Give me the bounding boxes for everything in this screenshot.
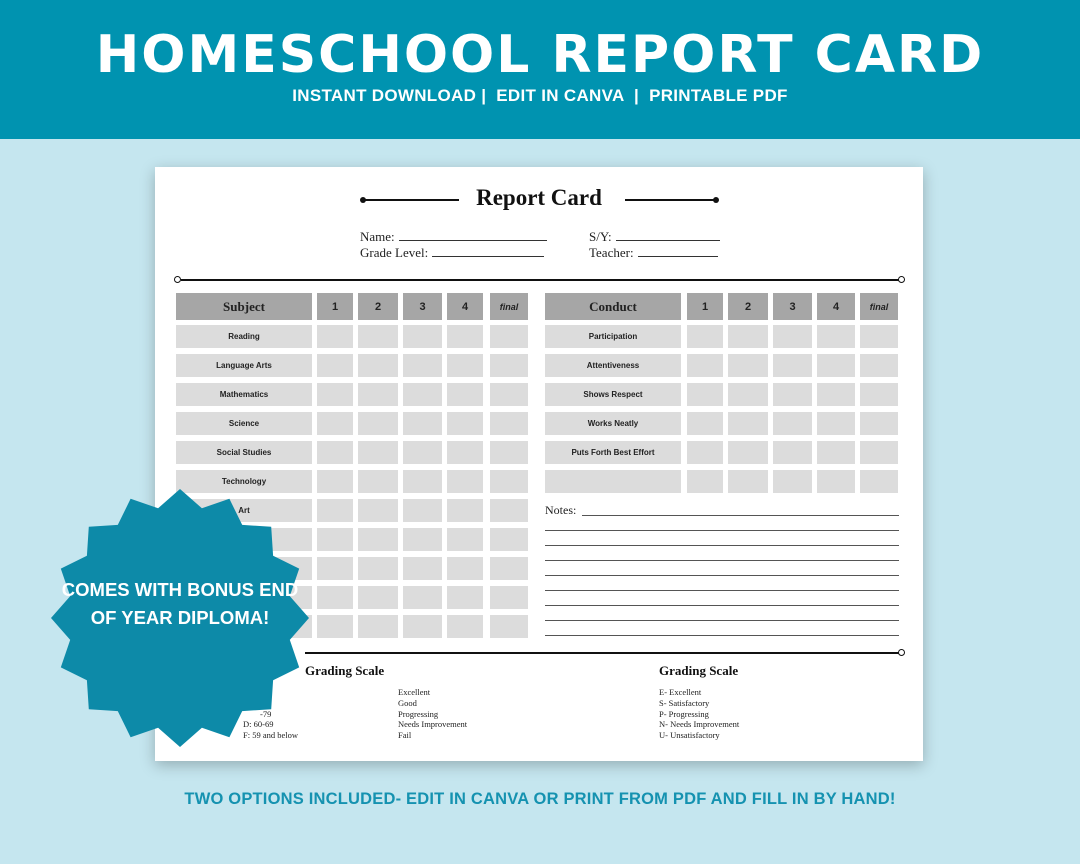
conduct-row-label: Works Neatly [545,412,681,435]
top-banner [0,0,1080,139]
conduct-scale-item: N- Needs Improvement [659,719,740,729]
subject-col-header: 2 [358,293,398,320]
subject-grade-cell[interactable] [447,557,483,580]
subject-row-label: Science [176,412,312,435]
name-field [360,229,547,245]
subject-grade-cell[interactable] [317,586,353,609]
teacher-blank[interactable] [638,246,718,257]
conduct-col-header: 4 [817,293,855,320]
conduct-col-header: 3 [773,293,812,320]
subject-grade-cell[interactable] [358,383,398,406]
notes-line[interactable] [545,530,899,531]
conduct-grade-cell[interactable] [817,412,855,435]
conduct-grade-cell[interactable] [817,470,855,493]
notes-line[interactable] [545,620,899,621]
subject-grade-cell[interactable] [358,412,398,435]
subject-grade-cell[interactable] [317,615,353,638]
grading-scale-left-title: Grading Scale [305,663,385,678]
subject-grade-cell[interactable] [358,557,398,580]
sy-blank[interactable] [616,230,720,241]
notes-label: Notes: [545,503,577,517]
grade-level-label: Grade Level: [360,245,429,260]
top-rule-left-ring [174,276,181,283]
subject-col-header: 4 [447,293,483,320]
conduct-grade-cell[interactable] [773,470,812,493]
conduct-grade-cell[interactable] [687,354,723,377]
conduct-grade-cell[interactable] [728,470,768,493]
subject-grade-cell[interactable] [490,383,528,406]
conduct-grade-cell[interactable] [860,354,898,377]
report-card-title: Report Card [476,185,602,210]
subject-grade-cell[interactable] [403,325,442,348]
conduct-grade-cell[interactable] [773,325,812,348]
grade-description: Excellent [398,687,431,697]
subject-row-label: Social Studies [176,441,312,464]
conduct-scale-item: P- Progressing [659,709,709,719]
subject-grade-cell[interactable] [317,354,353,377]
grade-item: F: 59 and below [243,730,299,740]
conduct-grade-cell[interactable] [687,441,723,464]
subject-grade-cell[interactable] [490,470,528,493]
conduct-grade-cell[interactable] [773,441,812,464]
subject-grade-cell[interactable] [447,383,483,406]
subject-grade-cell[interactable] [317,441,353,464]
notes-line[interactable] [545,560,899,561]
subject-grade-cell[interactable] [403,441,442,464]
grade-description: Fail [398,730,412,740]
conduct-col-header: 2 [728,293,768,320]
subject-grade-cell[interactable] [447,499,483,522]
subject-grade-cell[interactable] [447,354,483,377]
conduct-row-label: Attentiveness [545,354,681,377]
subject-row-label: Language Arts [176,354,312,377]
bottom-divider-rule [305,652,899,654]
subject-col-header: final [490,293,528,320]
conduct-row-label [545,470,681,493]
conduct-row-label: Shows Respect [545,383,681,406]
subject-grade-cell[interactable] [358,470,398,493]
name-label: Name: [360,229,395,244]
conduct-grade-cell[interactable] [728,325,768,348]
sy-field [589,229,720,245]
subject-grade-cell[interactable] [490,528,528,551]
top-rule-right-ring [898,276,905,283]
subject-grade-cell[interactable] [490,441,528,464]
notes-line[interactable] [545,635,899,636]
subject-grade-cell[interactable] [490,615,528,638]
conduct-grade-cell[interactable] [687,383,723,406]
notes-line[interactable] [545,545,899,546]
subject-row-label: Technology [176,470,312,493]
subject-grade-cell[interactable] [317,557,353,580]
subject-grade-cell[interactable] [447,528,483,551]
banner-title: HOMESCHOOL REPORT CARD [95,25,985,85]
subject-grade-cell[interactable] [403,557,442,580]
subject-grade-cell[interactable] [403,383,442,406]
conduct-grade-cell[interactable] [728,441,768,464]
subject-grade-cell[interactable] [358,441,398,464]
subject-grade-cell[interactable] [358,615,398,638]
notes-line[interactable] [545,605,899,606]
subject-grade-cell[interactable] [358,586,398,609]
subject-grade-cell[interactable] [490,557,528,580]
teacher-label: Teacher: [589,245,634,260]
subject-grade-cell[interactable] [358,354,398,377]
conduct-grade-cell[interactable] [817,383,855,406]
subject-grade-cell[interactable] [358,499,398,522]
subject-grade-cell[interactable] [403,615,442,638]
conduct-row-label: Puts Forth Best Effort [545,441,681,464]
grade-level-field [360,245,544,261]
conduct-grade-cell[interactable] [860,383,898,406]
subject-grade-cell[interactable] [317,383,353,406]
grade-item: D: 60-69 [243,719,274,729]
notes-line[interactable] [545,575,899,576]
top-divider-rule [181,279,899,281]
subject-grade-cell[interactable] [403,499,442,522]
conduct-grade-cell[interactable] [817,354,855,377]
title-right-line [625,199,717,201]
bonus-badge-text: COMES WITH BONUS END OF YEAR DIPLOMA! [61,579,299,628]
subject-col-header: 3 [403,293,442,320]
subject-grade-cell[interactable] [490,325,528,348]
conduct-col-header: final [860,293,898,320]
grade-description: Progressing [398,709,439,719]
subject-grade-cell[interactable] [317,528,353,551]
conduct-grade-cell[interactable] [728,383,768,406]
notes-line[interactable] [545,590,899,591]
subject-col-header: 1 [317,293,353,320]
sy-label: S/Y: [589,229,612,244]
conduct-scale-item: S- Satisfactory [659,698,710,708]
grading-scale-right-title: Grading Scale [659,663,739,678]
subject-grade-cell[interactable] [447,441,483,464]
subject-grade-cell[interactable] [490,354,528,377]
conduct-grade-cell[interactable] [773,412,812,435]
grade-level-blank[interactable] [432,246,544,257]
subject-grade-cell[interactable] [403,354,442,377]
subject-grade-cell[interactable] [490,412,528,435]
notes-line[interactable] [582,515,899,516]
teacher-field [589,245,718,261]
conduct-grade-cell[interactable] [773,383,812,406]
conduct-grade-cell[interactable] [860,325,898,348]
conduct-grade-cell[interactable] [687,412,723,435]
subject-grade-cell[interactable] [317,499,353,522]
name-blank[interactable] [399,230,547,241]
grade-item: -79 [260,709,272,719]
subject-grade-cell[interactable] [447,412,483,435]
title-right-dot [713,197,719,203]
conduct-row-label: Participation [545,325,681,348]
conduct-scale-item: U- Unsatisfactory [659,730,720,740]
conduct-grade-cell[interactable] [817,325,855,348]
conduct-header-label: Conduct [545,293,681,320]
subject-grade-cell[interactable] [358,325,398,348]
conduct-col-header: 1 [687,293,723,320]
conduct-grade-cell[interactable] [728,412,768,435]
conduct-grade-cell[interactable] [860,470,898,493]
subject-grade-cell[interactable] [317,470,353,493]
conduct-grade-cell[interactable] [687,470,723,493]
conduct-grade-cell[interactable] [773,354,812,377]
conduct-grade-cell[interactable] [860,412,898,435]
conduct-grade-cell[interactable] [728,354,768,377]
subject-grade-cell[interactable] [317,325,353,348]
subject-grade-cell[interactable] [490,586,528,609]
conduct-grade-cell[interactable] [817,441,855,464]
subject-row-label: Art [176,499,312,522]
subject-grade-cell[interactable] [447,586,483,609]
conduct-scale-item: E- Excellent [659,687,702,697]
subject-header-label: Subject [176,293,312,320]
subject-grade-cell[interactable] [317,412,353,435]
subject-grade-cell[interactable] [358,528,398,551]
bottom-rule-right-ring [898,649,905,656]
subject-grade-cell[interactable] [447,325,483,348]
subject-row-label: Reading [176,325,312,348]
conduct-grade-cell[interactable] [687,325,723,348]
subject-grade-cell[interactable] [403,528,442,551]
banner-subtitle: INSTANT DOWNLOAD | EDIT IN CANVA | PRINTABLE PDF [292,86,788,105]
footer-note: TWO OPTIONS INCLUDED- EDIT IN CANVA OR PRINT FROM PDF AND FILL IN BY HAND! [184,790,896,808]
subject-grade-cell[interactable] [403,470,442,493]
subject-grade-cell[interactable] [447,470,483,493]
grade-description: Needs Improvement [398,719,468,729]
subject-row-label: Mathematics [176,383,312,406]
subject-grade-cell[interactable] [490,499,528,522]
subject-grade-cell[interactable] [447,615,483,638]
grade-description: Good [398,698,417,708]
subject-grade-cell[interactable] [403,412,442,435]
subject-grade-cell[interactable] [403,586,442,609]
conduct-grade-cell[interactable] [860,441,898,464]
